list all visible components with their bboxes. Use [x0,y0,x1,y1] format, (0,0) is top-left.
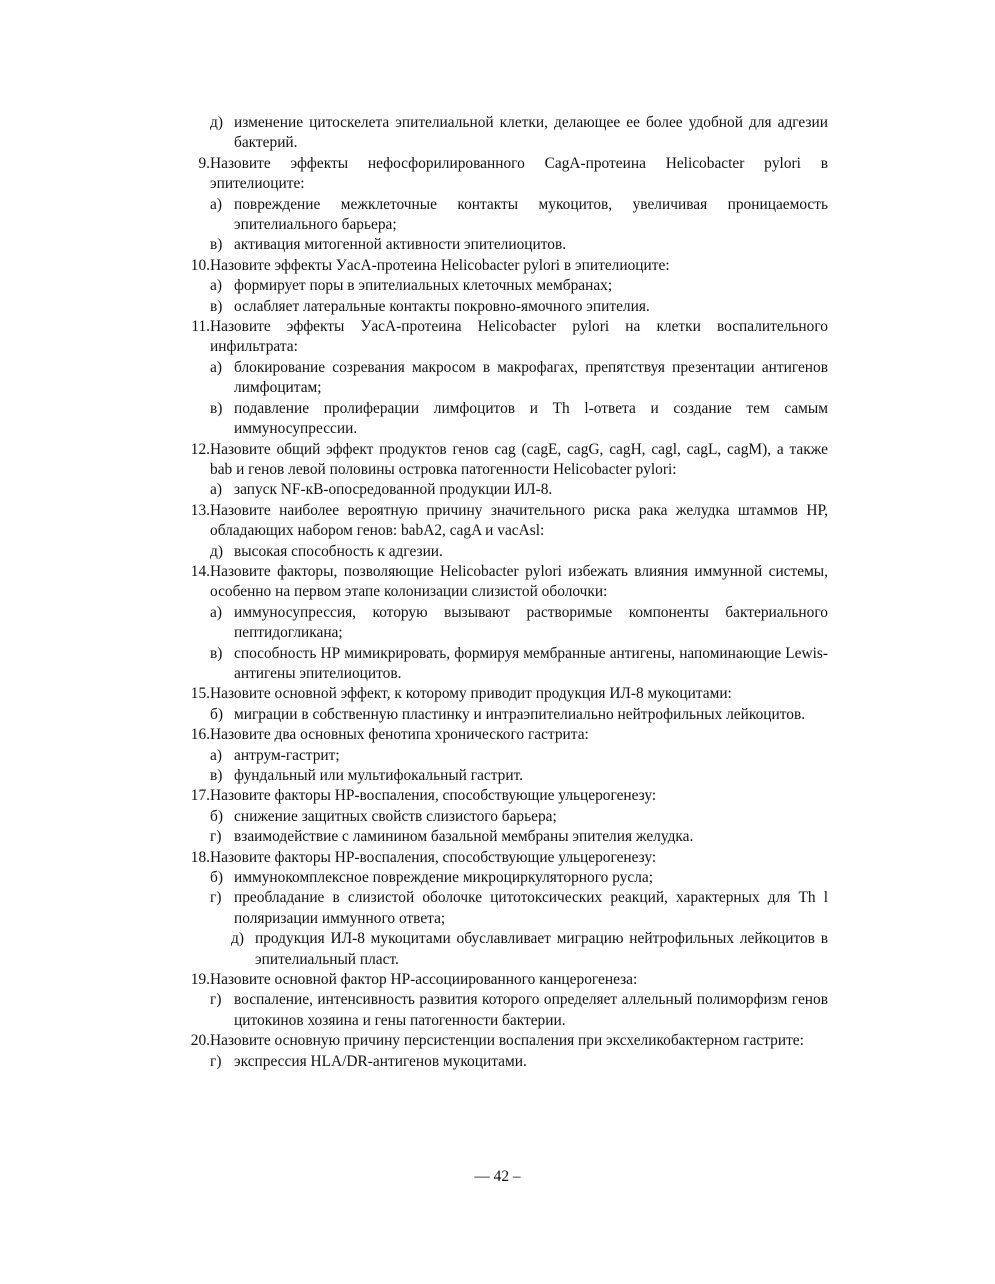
answer-item [176,603,828,644]
answer-letter: г) [210,1052,222,1070]
answer-letter: б) [210,705,223,723]
answer-text: антрум-гастрит; [234,746,340,764]
answer-letter: а) [210,746,222,764]
question-number: 20. [190,1032,210,1050]
answer-letter: в) [210,236,223,254]
answer-item [176,990,828,1031]
answer-letter: а) [210,481,222,499]
question-text: Назовите факторы НР-воспаления, способствующие ульцерогенезу: [210,787,657,805]
question-number: 11. [191,318,210,336]
answer-item [176,297,828,317]
answer-text: активация митогенной активности эпителиоцитов. [234,236,567,254]
answer-text: запуск NF-кВ-опосредованной продукции ИЛ-8. [234,481,553,499]
answer-item [176,480,828,500]
question-item [176,256,828,276]
answer-item [176,929,828,970]
page-number: — 42 – [474,1168,521,1185]
answer-letter: а) [210,358,222,376]
question-text: Назовите два основных фенотипа хронического гастрита: [210,726,589,744]
question-text: Назовите эффекты УасА-протеина Helicobacter pylori на клетки воспалительного инфильтрата: [210,318,828,356]
answer-text: иммунокомплексное повреждение микроциркуляторного русла; [234,869,653,887]
question-item [176,562,828,603]
answer-letter: г) [210,889,222,907]
question-text: Назовите общий эффект продуктов генов cag (cagE, cagG, cagH, cagl, cagL, cagM), а также bab и генов левой половины островка патогенности Helicobacter pylori: [210,440,828,478]
answer-text: подавление пролиферации лимфоцитов и Th l-ответа и создание тем самым иммуносупрессии. [234,399,828,438]
answer-text: снижение защитных свойств слизистого барьера; [234,807,557,825]
answer-text: изменение цитоскелета эпителиальной клетки, делающее ее более удобной для адгезии бактерий. [234,114,828,152]
question-item [176,848,828,868]
answer-item [176,746,828,766]
question-text: Назовите эффекты УасА-протеина Helicobacter pylori в эпителиоците: [210,256,670,274]
answer-item [176,766,828,786]
answer-letter: д) [210,542,223,560]
answer-text: повреждение межклеточные контакты мукоцитов, увеличивая проницаемость эпителиального барьера; [234,195,828,234]
answer-letter: в) [210,297,223,315]
answer-item [176,113,828,154]
answer-letter: а) [210,277,222,295]
answer-text: экспрессия HLA/DR-антигенов мукоцитами. [234,1052,527,1070]
question-text: Назовите основной эффект, к которому приводит продукция ИЛ-8 мукоцитами: [210,685,732,703]
question-text: Назовите факторы НР-воспаления, способствующие ульцерогенезу: [210,848,657,866]
answer-text: фундальный или мультифокальный гастрит. [234,767,523,784]
answer-text: миграции в собственную пластинку и интраэпителиально нейтрофильных лейкоцитов. [234,705,806,723]
answer-item [176,542,828,562]
answer-text: формирует поры в эпителиальных клеточных мембранах; [234,277,613,295]
question-number: 9. [198,154,210,172]
answer-item [176,807,828,827]
answer-letter: б) [210,869,223,887]
answer-letter: а) [210,603,222,621]
question-item [176,501,828,542]
question-text: Назовите эффекты нефосфорилированного CagA-протеина Helicobacter pylori в эпителиоците: [210,154,828,193]
answer-item [176,644,828,685]
answer-item [176,888,828,929]
question-number: 13. [190,501,210,519]
answer-letter: в) [210,644,223,662]
answer-letter: д) [210,114,223,131]
answer-text: ослабляет латеральные контакты покровно-ямочного эпителия. [234,297,650,315]
answer-text: взаимодействие с ламинином базальной мембраны эпителия желудка. [234,828,694,846]
question-number: 14. [190,562,210,580]
question-list [176,113,828,1072]
answer-text: воспаление, интенсивность развития которого определяет аллельный полиморфизм генов цитокинов хозяина и гены патогенности бактерии. [234,991,828,1029]
answer-letter: б) [210,807,223,825]
question-item [176,317,828,358]
question-number: 12. [190,440,210,458]
question-item [176,786,828,806]
answer-text: продукция ИЛ-8 мукоцитами обуславливает миграцию нейтрофильных лейкоцитов в эпителиальный пласт. [255,930,828,968]
question-number: 19. [190,971,210,989]
answer-item [176,399,828,440]
answer-letter: в) [210,399,223,417]
question-number: 16. [190,726,210,744]
question-number: 17. [190,787,210,805]
answer-item [176,195,828,236]
answer-text: иммуносупрессия, которую вызывают растворимые компоненты бактериального пептидогликана; [234,603,828,642]
answer-letter: г) [210,828,222,846]
question-number: 15. [190,685,210,703]
question-text: Назовите факторы, позволяющие Helicobacter pylori избежать влияния иммунной системы, особенно на первом этапе колонизации слизистой оболочки: [210,562,828,601]
answer-text: высокая способность к адгезии. [234,542,443,560]
answer-letter: д) [231,930,244,948]
answer-item [176,358,828,399]
answer-item [176,827,828,847]
answer-letter: в) [210,767,223,784]
question-text: Назовите основной фактор НР-ассоциированного канцерогенеза: [210,971,638,989]
answer-item [176,235,828,255]
question-item [176,970,828,990]
answer-text: способность НР мимикрировать, формируя мембранные антигены, напоминающие Lewis-антигены эпителиоцитов. [234,644,828,682]
question-item [176,1031,828,1051]
question-item [176,725,828,745]
answer-text: блокирование созревания макросом в макрофагах, препятствуя презентации антигенов лимфоцитам; [234,358,828,397]
answer-item [176,1052,828,1072]
question-number: 10. [190,256,210,274]
answer-item [176,276,828,296]
question-text: Назовите наиболее вероятную причину значительного риска рака желудка штаммов НР, обладающих набором генов: babA2, cagA и vacAsl: [210,501,828,540]
question-number: 18. [190,848,210,866]
answer-letter: а) [210,195,222,213]
answer-item [176,868,828,888]
answer-item [176,705,828,725]
question-item [176,684,828,704]
question-text: Назовите основную причину персистенции воспаления при эксхеликобактерном гастрите: [210,1032,804,1050]
question-item [176,154,828,195]
answer-letter: г) [210,991,222,1009]
answer-text: преобладание в слизистой оболочке цитотоксических реакций, характерных для Th l поляризации иммунного ответа; [234,889,828,927]
question-item [176,440,828,481]
